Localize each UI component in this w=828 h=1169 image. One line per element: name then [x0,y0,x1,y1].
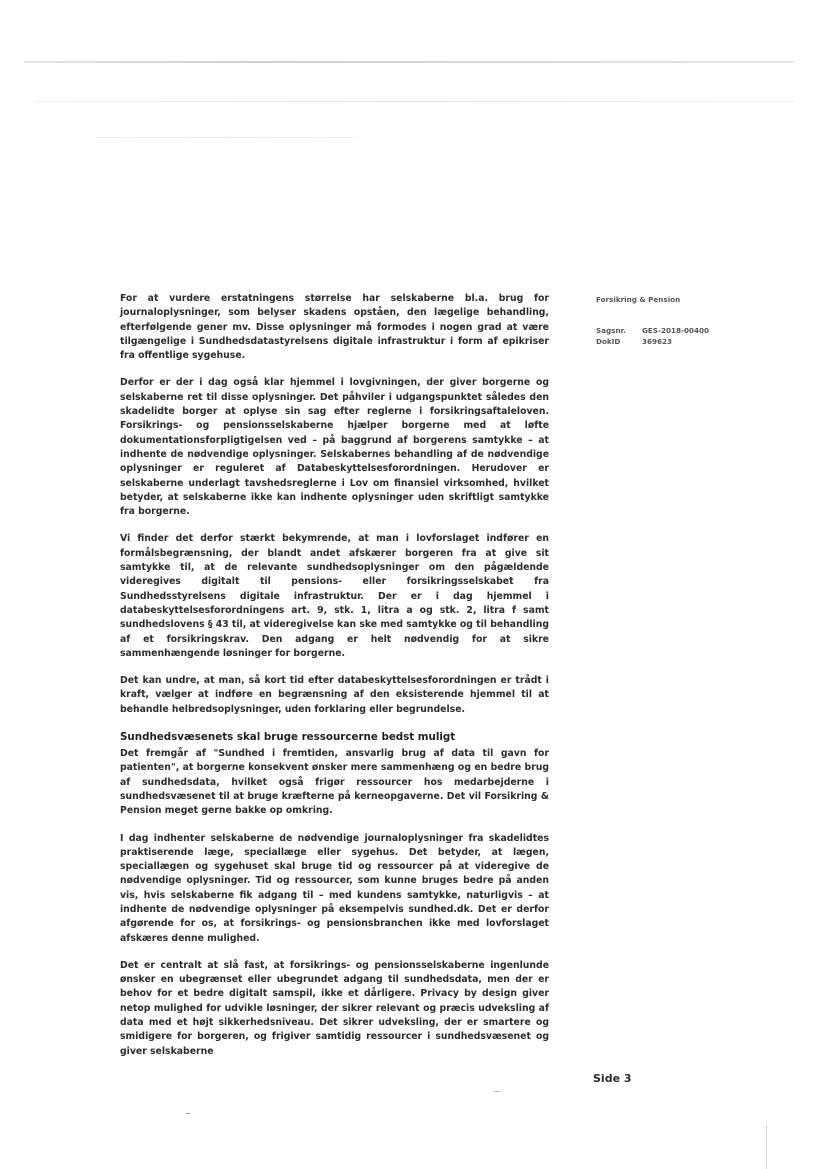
document-id-row [596,336,736,347]
page-number: Side 3 [593,1072,632,1085]
document-id-value: 369623 [642,337,673,346]
paragraph: Derfor er der i dag også klar hjemmel i lovgivningen, der giver borgerne og selskaberne ret til disse oplysninger. Det påhviler i udgangspunktet således den skadelidte borger at oplyse sin sag efter reglerne i forsikringsaftaleloven. Forsikrings- og pensionsselskaberne hjælper borgerne med at løfte dokumentationsforpligtigelsen ved – på baggrund af borgerens samtykke – at indhente de nødvendige oplysninger. Selskabernes behandling af de nødvendige oplysninger er reguleret af Databeskyttelsesforordningen. Herudover er selskaberne underlagt tavshedsreglerne i Lov om finansiel virksomhed, hvilket betyder, at selskaberne ikke kan indhente oplysninger uden skriftligt samtykke fra borgerne. [120,377,549,518]
paragraph: Det er centralt at slå fast, at forsikrings- og pensionsselskaberne ingenlunde ønsker en ubegrænset eller ubegrundet adgang til sundhedsdata, men der er behov for et bedre digitalt samspil, ikke et dårligere. Privacy by design giver netop mulighed for udvikle løsninger, der sikrer relevant og præcis udveksling af data med et højt sikkerhedsniveau. Det sikrer udveksling, der er smartere og smidigere for borgeren, og frigiver samtidig ressourcer i sundhedsvæsenet og giver selskaberne [120,959,549,1057]
paragraph: I dag indhenter selskaberne de nødvendige journaloplysninger fra skadelidtes praktiserende læge, speciallæge eller sygehus. Det betyder, at lægen, speciallægen og sygehuset skal bruge tid og ressourcer på at videregive de nødvendige oplysninger. Tid og ressourcer, som kunne bruges bedre på anden vis, hvis selskaberne fik adgang til – med kundens samtykke, naturligvis – at indhente de nødvendige oplysninger på eksempelvis sundhed.dk. Det er derfor afgørende for os, at forsikrings- og pensionsbranchen ikke med lovforslaget afskæres denne mulighed. [120,832,549,944]
document-id-label: DokID [596,337,621,346]
paragraph: Det fremgår af "Sundhed i fremtiden, ansvarlig brug af data til gavn for patienten", at borgerne konsekvent ønsker mere sammenhæng og en bedre brug af sundhedsdata, hvilket også frigør ressourcer hos medarbejderne i sundhedsvæsenet til at bruge kræfterne på kerneopgaverne. Det vil Forsikring & Pension meget gerne bakke op omkring. [120,748,549,817]
case-number-row [596,325,736,336]
paragraph: Det kan undre, at man, så kort tid efter databeskyttelsesforordningen er trådt i kraft, vælger at indføre en begrænsning af den eksisterende hjemmel til at behandle helbredsoplysninger, uden forklaring eller begrundelse. [120,675,549,715]
scan-speck [186,1113,190,1114]
section-heading: Sundhedsvæsenets skal bruge ressourcerne bedst muligt [120,731,456,744]
scan-artifact-line [96,137,356,138]
scan-artifact-line [24,61,794,63]
paragraph: Vi finder det derfor stærkt bekymrende, at man i lovforslaget indfører en formålsbegrænsning, der blandt andet afskærer borgeren fra at give sit samtykke til, at de relevante sundhedsoplysninger om den pågældende videregives digitalt til pensions- eller forsikringsselskabet fra Sundhedsstyrelsens digitale infrastruktur. Der er i dag hjemmel i databeskyttelsesforordningens art. 9, stk. 1, litra a og stk. 2, litra f samt sundhedslovens § 43 til, at videregivelse kan ske med samtykke og til behandling af et forsikringskrav. Den adgang er helt nødvendig for at sikre sammenhængende løsninger for borgerne. [120,533,550,659]
scan-artifact-line [34,101,794,102]
paragraph: For at vurdere erstatningens størrelse har selskaberne bl.a. brug for journaloplysninger, som belyser skadens opståen, den lægelige behandling, efterfølgende gener mv. Disse oplysninger må formodes i nogen grad at være tilgængelige i Sundhedsdatastyrelsens digitale infrastruktur i form af epikriser fra offentlige sygehuse. [120,293,549,362]
document-metadata [596,294,736,347]
case-number-label: Sagsnr. [596,326,626,335]
document-body [120,292,549,1072]
organization-name: Forsikring & Pension [596,295,681,304]
scan-edge-line [766,1125,767,1169]
case-number-value: GES-2018-00400 [642,326,709,335]
scan-speck [494,1091,500,1092]
